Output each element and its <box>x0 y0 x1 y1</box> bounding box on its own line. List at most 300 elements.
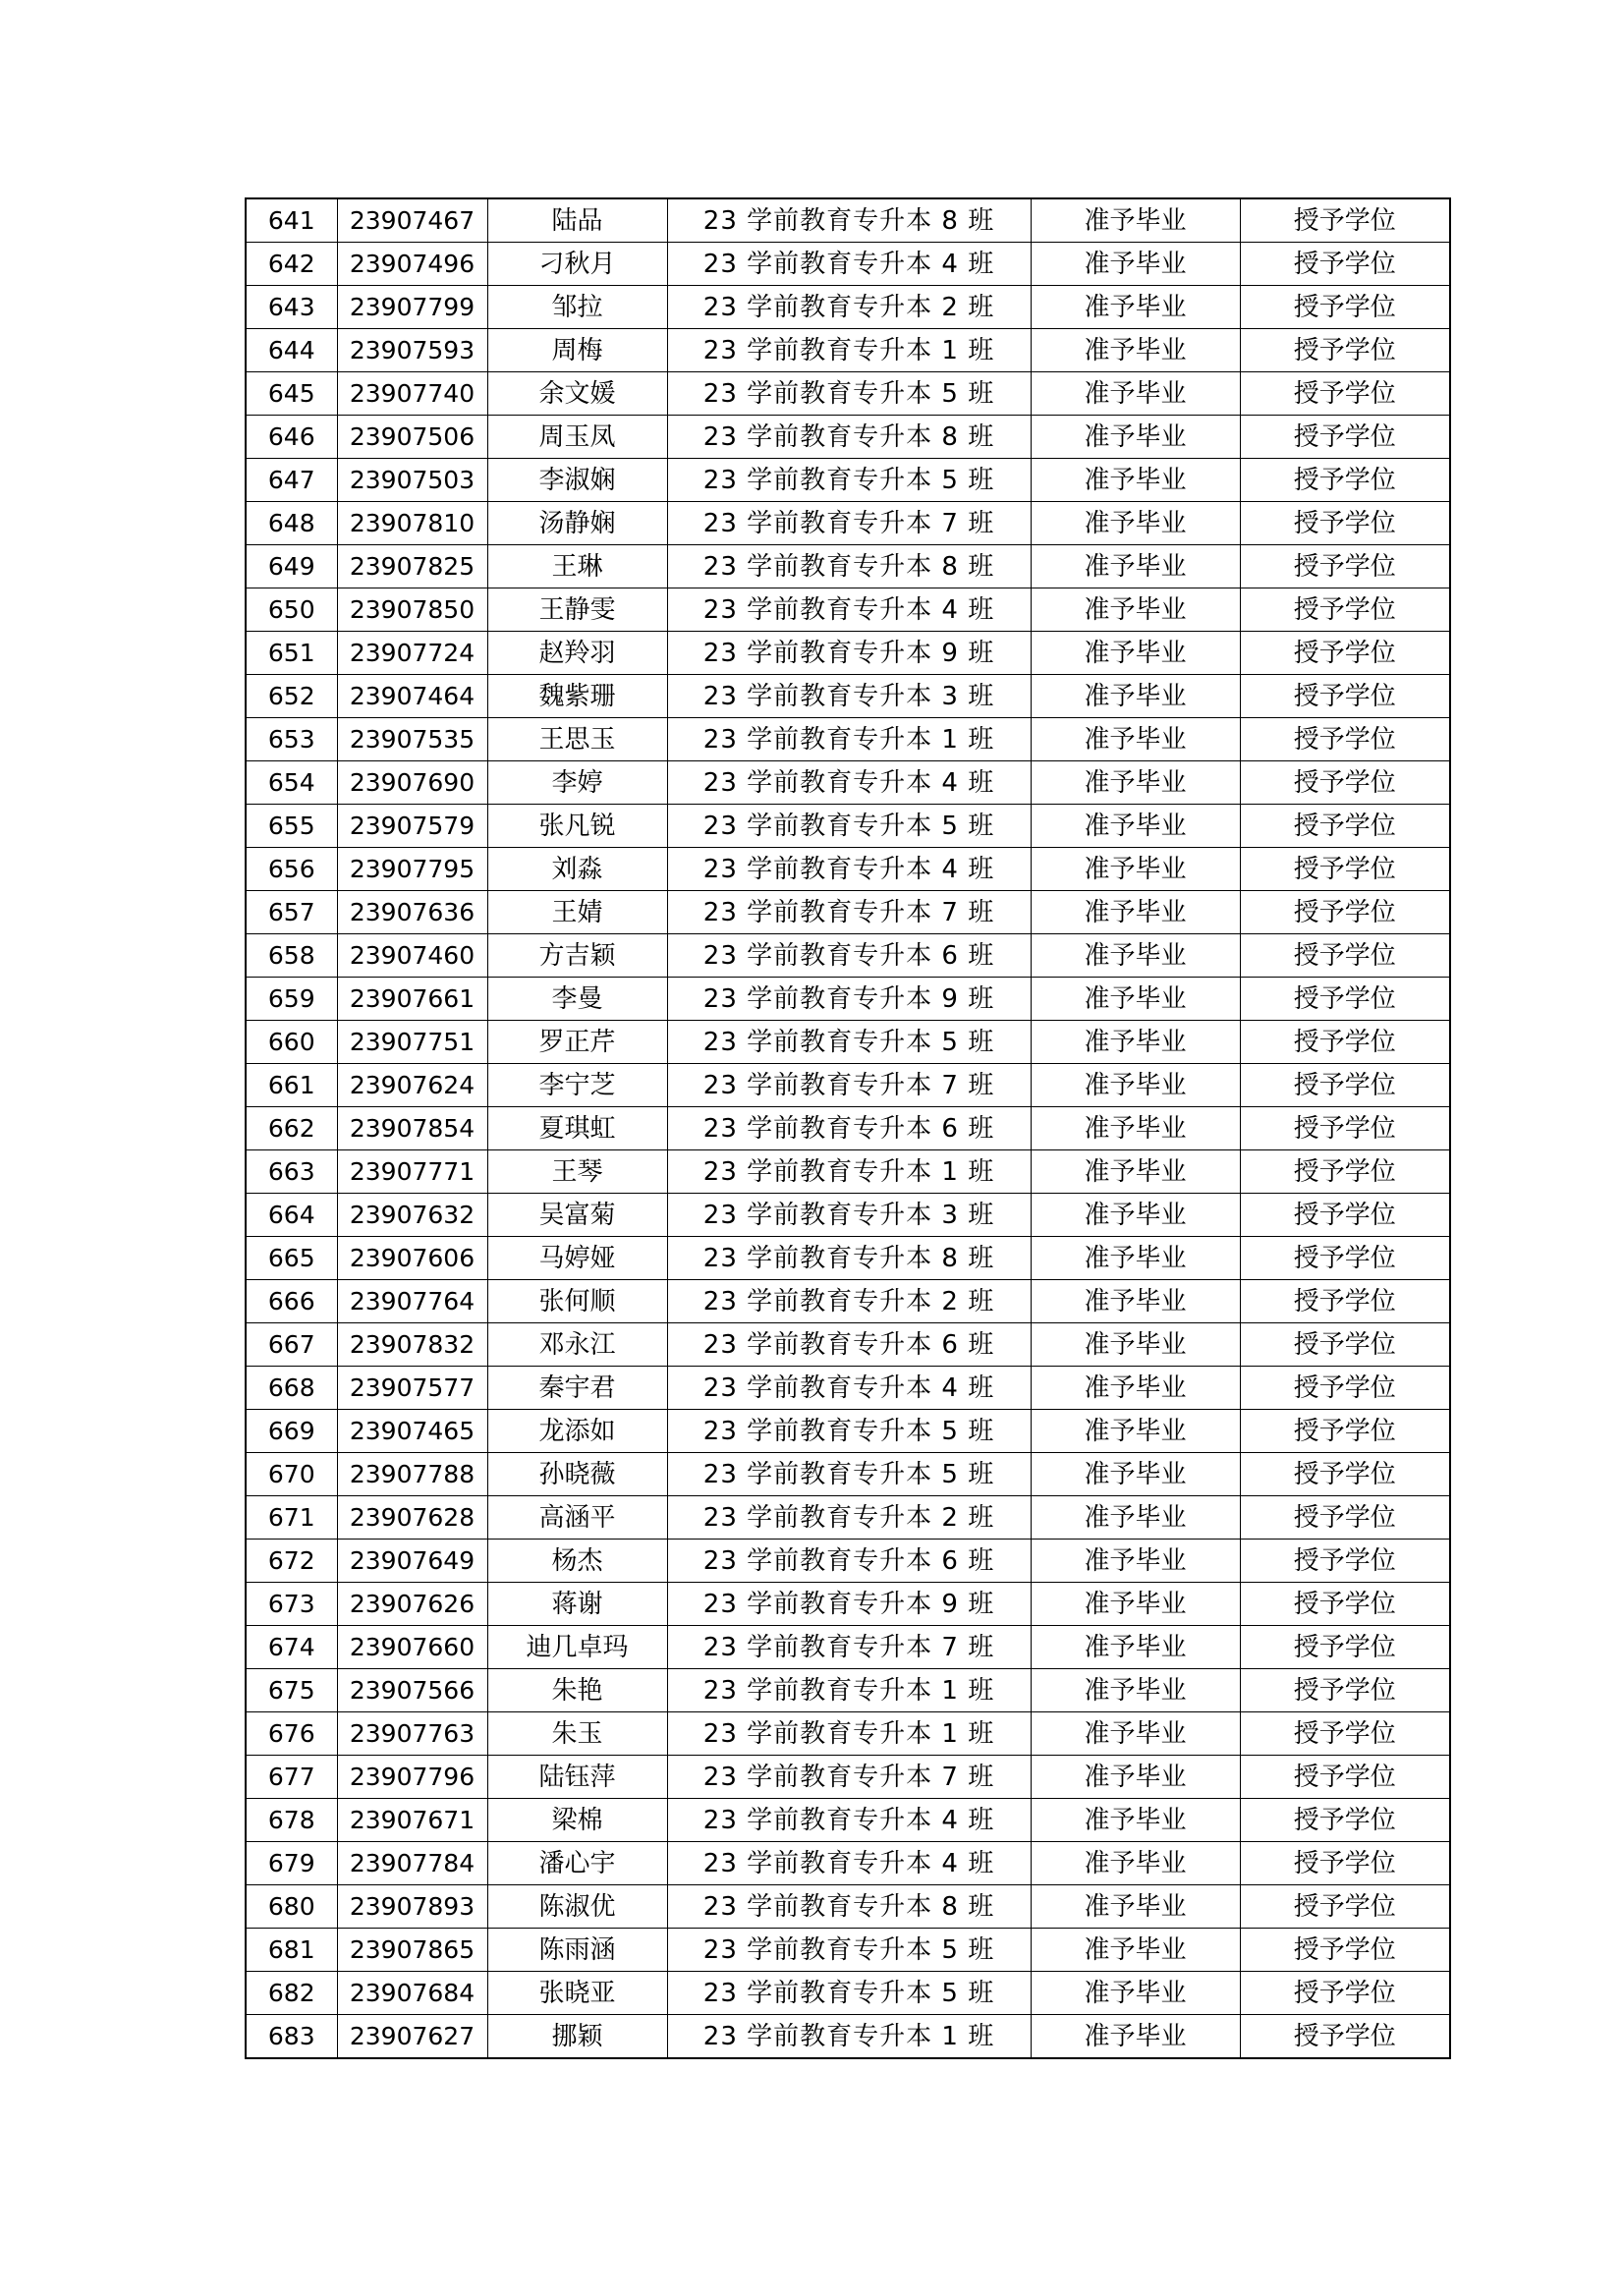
row-number-cell: 678 <box>246 1799 337 1842</box>
degree-status-cell: 授予学位 <box>1240 1453 1450 1496</box>
student-name-cell: 张何顺 <box>487 1280 667 1323</box>
table-row <box>246 805 1450 848</box>
row-number-cell: 675 <box>246 1669 337 1712</box>
student-name-cell: 汤静娴 <box>487 502 667 545</box>
student-name-cell: 李淑娴 <box>487 459 667 502</box>
student-id-cell: 23907684 <box>337 1972 487 2015</box>
class-name-cell: 23 学前教育专升本 1 班 <box>667 2015 1031 2059</box>
graduation-status-cell: 准予毕业 <box>1031 2015 1240 2059</box>
class-name-cell: 23 学前教育专升本 4 班 <box>667 761 1031 805</box>
degree-status-cell: 授予学位 <box>1240 198 1450 243</box>
student-id-cell: 23907854 <box>337 1107 487 1150</box>
degree-status-cell: 授予学位 <box>1240 1194 1450 1237</box>
student-name-cell: 陈雨涵 <box>487 1929 667 1972</box>
student-name-cell: 秦宇君 <box>487 1367 667 1410</box>
student-id-cell: 23907632 <box>337 1194 487 1237</box>
degree-status-cell: 授予学位 <box>1240 1107 1450 1150</box>
student-name-cell: 孙晓薇 <box>487 1453 667 1496</box>
degree-status-cell: 授予学位 <box>1240 1280 1450 1323</box>
degree-status-cell: 授予学位 <box>1240 243 1450 286</box>
row-number-cell: 648 <box>246 502 337 545</box>
row-number-cell: 664 <box>246 1194 337 1237</box>
class-name-cell: 23 学前教育专升本 1 班 <box>667 718 1031 761</box>
degree-status-cell: 授予学位 <box>1240 1021 1450 1064</box>
table-row <box>246 1842 1450 1885</box>
graduation-status-cell: 准予毕业 <box>1031 1410 1240 1453</box>
table-row <box>246 286 1450 329</box>
student-name-cell: 魏紫珊 <box>487 675 667 718</box>
class-name-cell: 23 学前教育专升本 7 班 <box>667 502 1031 545</box>
degree-status-cell: 授予学位 <box>1240 372 1450 416</box>
graduation-status-cell: 准予毕业 <box>1031 1756 1240 1799</box>
row-number-cell: 672 <box>246 1540 337 1583</box>
row-number-cell: 679 <box>246 1842 337 1885</box>
student-name-cell: 张凡锐 <box>487 805 667 848</box>
student-name-cell: 赵羚羽 <box>487 632 667 675</box>
degree-status-cell: 授予学位 <box>1240 1583 1450 1626</box>
degree-status-cell: 授予学位 <box>1240 502 1450 545</box>
class-name-cell: 23 学前教育专升本 5 班 <box>667 1410 1031 1453</box>
graduation-status-cell: 准予毕业 <box>1031 1237 1240 1280</box>
graduation-status-cell: 准予毕业 <box>1031 1194 1240 1237</box>
class-name-cell: 23 学前教育专升本 5 班 <box>667 1929 1031 1972</box>
row-number-cell: 649 <box>246 545 337 588</box>
class-name-cell: 23 学前教育专升本 9 班 <box>667 978 1031 1021</box>
degree-status-cell: 授予学位 <box>1240 1237 1450 1280</box>
graduation-status-cell: 准予毕业 <box>1031 1626 1240 1669</box>
table-row <box>246 1410 1450 1453</box>
class-name-cell: 23 学前教育专升本 1 班 <box>667 329 1031 372</box>
class-name-cell: 23 学前教育专升本 5 班 <box>667 459 1031 502</box>
row-number-cell: 663 <box>246 1150 337 1194</box>
degree-status-cell: 授予学位 <box>1240 978 1450 1021</box>
row-number-cell: 673 <box>246 1583 337 1626</box>
table-row <box>246 1669 1450 1712</box>
degree-status-cell: 授予学位 <box>1240 632 1450 675</box>
graduation-status-cell: 准予毕业 <box>1031 1712 1240 1756</box>
table-row <box>246 502 1450 545</box>
table-row <box>246 2015 1450 2059</box>
student-name-cell: 刁秋月 <box>487 243 667 286</box>
student-name-cell: 陆钰萍 <box>487 1756 667 1799</box>
degree-status-cell: 授予学位 <box>1240 1712 1450 1756</box>
student-name-cell: 高涵平 <box>487 1496 667 1540</box>
student-id-cell: 23907893 <box>337 1885 487 1929</box>
class-name-cell: 23 学前教育专升本 2 班 <box>667 1496 1031 1540</box>
table-row <box>246 761 1450 805</box>
table-body <box>246 198 1450 2058</box>
class-name-cell: 23 学前教育专升本 3 班 <box>667 675 1031 718</box>
graduation-status-cell: 准予毕业 <box>1031 243 1240 286</box>
student-id-cell: 23907496 <box>337 243 487 286</box>
degree-status-cell: 授予学位 <box>1240 1799 1450 1842</box>
degree-status-cell: 授予学位 <box>1240 1756 1450 1799</box>
class-name-cell: 23 学前教育专升本 8 班 <box>667 1237 1031 1280</box>
student-id-cell: 23907771 <box>337 1150 487 1194</box>
student-name-cell: 王婧 <box>487 891 667 934</box>
student-id-cell: 23907795 <box>337 848 487 891</box>
student-name-cell: 杨杰 <box>487 1540 667 1583</box>
table-row <box>246 1194 1450 1237</box>
student-name-cell: 邓永江 <box>487 1323 667 1367</box>
row-number-cell: 667 <box>246 1323 337 1367</box>
degree-status-cell: 授予学位 <box>1240 459 1450 502</box>
table-row <box>246 1367 1450 1410</box>
student-name-cell: 邹拉 <box>487 286 667 329</box>
table-row <box>246 372 1450 416</box>
degree-status-cell: 授予学位 <box>1240 588 1450 632</box>
student-name-cell: 周梅 <box>487 329 667 372</box>
degree-status-cell: 授予学位 <box>1240 1669 1450 1712</box>
row-number-cell: 655 <box>246 805 337 848</box>
table-row <box>246 1972 1450 2015</box>
degree-status-cell: 授予学位 <box>1240 1626 1450 1669</box>
graduation-status-cell: 准予毕业 <box>1031 588 1240 632</box>
class-name-cell: 23 学前教育专升本 6 班 <box>667 1323 1031 1367</box>
student-id-cell: 23907825 <box>337 545 487 588</box>
degree-status-cell: 授予学位 <box>1240 1323 1450 1367</box>
table-row <box>246 243 1450 286</box>
row-number-cell: 659 <box>246 978 337 1021</box>
class-name-cell: 23 学前教育专升本 8 班 <box>667 545 1031 588</box>
table-row <box>246 459 1450 502</box>
student-name-cell: 刘淼 <box>487 848 667 891</box>
graduation-status-cell: 准予毕业 <box>1031 891 1240 934</box>
student-name-cell: 朱玉 <box>487 1712 667 1756</box>
student-id-cell: 23907763 <box>337 1712 487 1756</box>
row-number-cell: 650 <box>246 588 337 632</box>
row-number-cell: 641 <box>246 198 337 243</box>
graduation-status-cell: 准予毕业 <box>1031 1583 1240 1626</box>
student-id-cell: 23907796 <box>337 1756 487 1799</box>
student-name-cell: 王琳 <box>487 545 667 588</box>
table-row <box>246 1150 1450 1194</box>
class-name-cell: 23 学前教育专升本 9 班 <box>667 1583 1031 1626</box>
row-number-cell: 676 <box>246 1712 337 1756</box>
degree-status-cell: 授予学位 <box>1240 286 1450 329</box>
student-id-cell: 23907671 <box>337 1799 487 1842</box>
student-id-cell: 23907832 <box>337 1323 487 1367</box>
degree-status-cell: 授予学位 <box>1240 1496 1450 1540</box>
student-name-cell: 周玉凤 <box>487 416 667 459</box>
class-name-cell: 23 学前教育专升本 9 班 <box>667 632 1031 675</box>
student-id-cell: 23907865 <box>337 1929 487 1972</box>
student-id-cell: 23907465 <box>337 1410 487 1453</box>
row-number-cell: 674 <box>246 1626 337 1669</box>
row-number-cell: 677 <box>246 1756 337 1799</box>
class-name-cell: 23 学前教育专升本 7 班 <box>667 1756 1031 1799</box>
table-row <box>246 1929 1450 1972</box>
student-name-cell: 马婷娅 <box>487 1237 667 1280</box>
graduation-status-cell: 准予毕业 <box>1031 1842 1240 1885</box>
degree-status-cell: 授予学位 <box>1240 1367 1450 1410</box>
class-name-cell: 23 学前教育专升本 4 班 <box>667 1842 1031 1885</box>
graduation-status-cell: 准予毕业 <box>1031 502 1240 545</box>
degree-status-cell: 授予学位 <box>1240 1885 1450 1929</box>
student-id-cell: 23907624 <box>337 1064 487 1107</box>
graduation-status-cell: 准予毕业 <box>1031 1064 1240 1107</box>
row-number-cell: 683 <box>246 2015 337 2059</box>
graduation-status-cell: 准予毕业 <box>1031 1280 1240 1323</box>
degree-status-cell: 授予学位 <box>1240 1064 1450 1107</box>
student-id-cell: 23907784 <box>337 1842 487 1885</box>
class-name-cell: 23 学前教育专升本 1 班 <box>667 1712 1031 1756</box>
degree-status-cell: 授予学位 <box>1240 1410 1450 1453</box>
table-row <box>246 632 1450 675</box>
student-id-cell: 23907606 <box>337 1237 487 1280</box>
student-name-cell: 张晓亚 <box>487 1972 667 2015</box>
class-name-cell: 23 学前教育专升本 6 班 <box>667 934 1031 978</box>
class-name-cell: 23 学前教育专升本 5 班 <box>667 1021 1031 1064</box>
student-id-cell: 23907464 <box>337 675 487 718</box>
student-name-cell: 罗正芹 <box>487 1021 667 1064</box>
row-number-cell: 642 <box>246 243 337 286</box>
table-row <box>246 675 1450 718</box>
graduation-status-cell: 准予毕业 <box>1031 459 1240 502</box>
student-id-cell: 23907661 <box>337 978 487 1021</box>
row-number-cell: 660 <box>246 1021 337 1064</box>
student-id-cell: 23907579 <box>337 805 487 848</box>
student-id-cell: 23907535 <box>337 718 487 761</box>
table-row <box>246 1237 1450 1280</box>
student-name-cell: 方吉颖 <box>487 934 667 978</box>
table-row <box>246 1583 1450 1626</box>
graduation-status-cell: 准予毕业 <box>1031 805 1240 848</box>
student-id-cell: 23907810 <box>337 502 487 545</box>
row-number-cell: 682 <box>246 1972 337 2015</box>
table-row <box>246 1626 1450 1669</box>
student-id-cell: 23907660 <box>337 1626 487 1669</box>
graduation-status-cell: 准予毕业 <box>1031 372 1240 416</box>
student-name-cell: 李婷 <box>487 761 667 805</box>
row-number-cell: 644 <box>246 329 337 372</box>
row-number-cell: 646 <box>246 416 337 459</box>
degree-status-cell: 授予学位 <box>1240 805 1450 848</box>
degree-status-cell: 授予学位 <box>1240 545 1450 588</box>
graduation-status-cell: 准予毕业 <box>1031 1107 1240 1150</box>
class-name-cell: 23 学前教育专升本 5 班 <box>667 372 1031 416</box>
class-name-cell: 23 学前教育专升本 6 班 <box>667 1107 1031 1150</box>
table-row <box>246 588 1450 632</box>
row-number-cell: 680 <box>246 1885 337 1929</box>
row-number-cell: 666 <box>246 1280 337 1323</box>
row-number-cell: 662 <box>246 1107 337 1150</box>
class-name-cell: 23 学前教育专升本 5 班 <box>667 1972 1031 2015</box>
student-name-cell: 夏琪虹 <box>487 1107 667 1150</box>
student-name-cell: 蒋谢 <box>487 1583 667 1626</box>
row-number-cell: 643 <box>246 286 337 329</box>
graduation-status-cell: 准予毕业 <box>1031 1885 1240 1929</box>
table-row <box>246 1496 1450 1540</box>
student-name-cell: 李曼 <box>487 978 667 1021</box>
student-id-cell: 23907751 <box>337 1021 487 1064</box>
table-row <box>246 1885 1450 1929</box>
degree-status-cell: 授予学位 <box>1240 934 1450 978</box>
row-number-cell: 665 <box>246 1237 337 1280</box>
degree-status-cell: 授予学位 <box>1240 329 1450 372</box>
degree-status-cell: 授予学位 <box>1240 2015 1450 2059</box>
table-row <box>246 1712 1450 1756</box>
row-number-cell: 670 <box>246 1453 337 1496</box>
graduation-table <box>245 197 1451 2059</box>
row-number-cell: 668 <box>246 1367 337 1410</box>
graduation-status-cell: 准予毕业 <box>1031 286 1240 329</box>
student-id-cell: 23907467 <box>337 198 487 243</box>
table-row <box>246 1453 1450 1496</box>
student-id-cell: 23907850 <box>337 588 487 632</box>
class-name-cell: 23 学前教育专升本 6 班 <box>667 1540 1031 1583</box>
table-row <box>246 848 1450 891</box>
row-number-cell: 651 <box>246 632 337 675</box>
graduation-status-cell: 准予毕业 <box>1031 1929 1240 1972</box>
class-name-cell: 23 学前教育专升本 2 班 <box>667 1280 1031 1323</box>
graduation-status-cell: 准予毕业 <box>1031 1496 1240 1540</box>
graduation-status-cell: 准予毕业 <box>1031 1799 1240 1842</box>
student-name-cell: 梁棉 <box>487 1799 667 1842</box>
student-name-cell: 吴富菊 <box>487 1194 667 1237</box>
student-id-cell: 23907724 <box>337 632 487 675</box>
student-name-cell: 王思玉 <box>487 718 667 761</box>
table-row <box>246 329 1450 372</box>
table-row <box>246 1756 1450 1799</box>
degree-status-cell: 授予学位 <box>1240 891 1450 934</box>
class-name-cell: 23 学前教育专升本 8 班 <box>667 416 1031 459</box>
row-number-cell: 654 <box>246 761 337 805</box>
table-row <box>246 891 1450 934</box>
degree-status-cell: 授予学位 <box>1240 1842 1450 1885</box>
student-id-cell: 23907577 <box>337 1367 487 1410</box>
table-row <box>246 416 1450 459</box>
student-id-cell: 23907788 <box>337 1453 487 1496</box>
table-row <box>246 1799 1450 1842</box>
class-name-cell: 23 学前教育专升本 5 班 <box>667 1453 1031 1496</box>
table-row <box>246 1540 1450 1583</box>
graduation-status-cell: 准予毕业 <box>1031 632 1240 675</box>
table-row <box>246 934 1450 978</box>
student-id-cell: 23907626 <box>337 1583 487 1626</box>
row-number-cell: 658 <box>246 934 337 978</box>
student-id-cell: 23907628 <box>337 1496 487 1540</box>
row-number-cell: 671 <box>246 1496 337 1540</box>
row-number-cell: 657 <box>246 891 337 934</box>
table-row <box>246 198 1450 243</box>
row-number-cell: 669 <box>246 1410 337 1453</box>
student-name-cell: 王琴 <box>487 1150 667 1194</box>
graduation-status-cell: 准予毕业 <box>1031 545 1240 588</box>
graduation-status-cell: 准予毕业 <box>1031 934 1240 978</box>
degree-status-cell: 授予学位 <box>1240 1540 1450 1583</box>
student-id-cell: 23907593 <box>337 329 487 372</box>
graduation-status-cell: 准予毕业 <box>1031 761 1240 805</box>
row-number-cell: 652 <box>246 675 337 718</box>
graduation-status-cell: 准予毕业 <box>1031 675 1240 718</box>
student-name-cell: 陆品 <box>487 198 667 243</box>
row-number-cell: 656 <box>246 848 337 891</box>
table-row <box>246 1323 1450 1367</box>
class-name-cell: 23 学前教育专升本 4 班 <box>667 848 1031 891</box>
table-row <box>246 1280 1450 1323</box>
class-name-cell: 23 学前教育专升本 4 班 <box>667 588 1031 632</box>
student-name-cell: 李宁芝 <box>487 1064 667 1107</box>
table-row <box>246 545 1450 588</box>
row-number-cell: 647 <box>246 459 337 502</box>
table-row <box>246 1107 1450 1150</box>
graduation-status-cell: 准予毕业 <box>1031 1367 1240 1410</box>
class-name-cell: 23 学前教育专升本 1 班 <box>667 1669 1031 1712</box>
class-name-cell: 23 学前教育专升本 4 班 <box>667 1367 1031 1410</box>
graduation-status-cell: 准予毕业 <box>1031 1021 1240 1064</box>
class-name-cell: 23 学前教育专升本 7 班 <box>667 891 1031 934</box>
student-id-cell: 23907503 <box>337 459 487 502</box>
student-name-cell: 挪颖 <box>487 2015 667 2059</box>
student-id-cell: 23907649 <box>337 1540 487 1583</box>
table-row <box>246 1064 1450 1107</box>
table-row <box>246 718 1450 761</box>
class-name-cell: 23 学前教育专升本 8 班 <box>667 1885 1031 1929</box>
class-name-cell: 23 学前教育专升本 7 班 <box>667 1064 1031 1107</box>
row-number-cell: 661 <box>246 1064 337 1107</box>
student-id-cell: 23907799 <box>337 286 487 329</box>
class-name-cell: 23 学前教育专升本 4 班 <box>667 1799 1031 1842</box>
graduation-status-cell: 准予毕业 <box>1031 416 1240 459</box>
class-name-cell: 23 学前教育专升本 3 班 <box>667 1194 1031 1237</box>
graduation-status-cell: 准予毕业 <box>1031 1150 1240 1194</box>
graduation-status-cell: 准予毕业 <box>1031 1323 1240 1367</box>
degree-status-cell: 授予学位 <box>1240 848 1450 891</box>
student-id-cell: 23907627 <box>337 2015 487 2059</box>
row-number-cell: 645 <box>246 372 337 416</box>
student-name-cell: 迪几卓玛 <box>487 1626 667 1669</box>
student-name-cell: 潘心宇 <box>487 1842 667 1885</box>
class-name-cell: 23 学前教育专升本 1 班 <box>667 1150 1031 1194</box>
class-name-cell: 23 学前教育专升本 7 班 <box>667 1626 1031 1669</box>
degree-status-cell: 授予学位 <box>1240 416 1450 459</box>
student-id-cell: 23907636 <box>337 891 487 934</box>
graduation-status-cell: 准予毕业 <box>1031 198 1240 243</box>
class-name-cell: 23 学前教育专升本 8 班 <box>667 198 1031 243</box>
degree-status-cell: 授予学位 <box>1240 1150 1450 1194</box>
graduation-status-cell: 准予毕业 <box>1031 1453 1240 1496</box>
student-name-cell: 朱艳 <box>487 1669 667 1712</box>
student-id-cell: 23907506 <box>337 416 487 459</box>
graduation-status-cell: 准予毕业 <box>1031 848 1240 891</box>
row-number-cell: 681 <box>246 1929 337 1972</box>
class-name-cell: 23 学前教育专升本 2 班 <box>667 286 1031 329</box>
graduation-status-cell: 准予毕业 <box>1031 1669 1240 1712</box>
student-id-cell: 23907566 <box>337 1669 487 1712</box>
graduation-status-cell: 准予毕业 <box>1031 329 1240 372</box>
row-number-cell: 653 <box>246 718 337 761</box>
student-name-cell: 陈淑优 <box>487 1885 667 1929</box>
student-id-cell: 23907764 <box>337 1280 487 1323</box>
graduation-status-cell: 准予毕业 <box>1031 1972 1240 2015</box>
student-name-cell: 余文媛 <box>487 372 667 416</box>
student-name-cell: 王静雯 <box>487 588 667 632</box>
graduation-status-cell: 准予毕业 <box>1031 978 1240 1021</box>
table-row <box>246 978 1450 1021</box>
student-id-cell: 23907460 <box>337 934 487 978</box>
student-name-cell: 龙添如 <box>487 1410 667 1453</box>
degree-status-cell: 授予学位 <box>1240 675 1450 718</box>
degree-status-cell: 授予学位 <box>1240 1929 1450 1972</box>
degree-status-cell: 授予学位 <box>1240 718 1450 761</box>
degree-status-cell: 授予学位 <box>1240 1972 1450 2015</box>
class-name-cell: 23 学前教育专升本 4 班 <box>667 243 1031 286</box>
graduation-status-cell: 准予毕业 <box>1031 1540 1240 1583</box>
class-name-cell: 23 学前教育专升本 5 班 <box>667 805 1031 848</box>
table-row <box>246 1021 1450 1064</box>
student-id-cell: 23907740 <box>337 372 487 416</box>
